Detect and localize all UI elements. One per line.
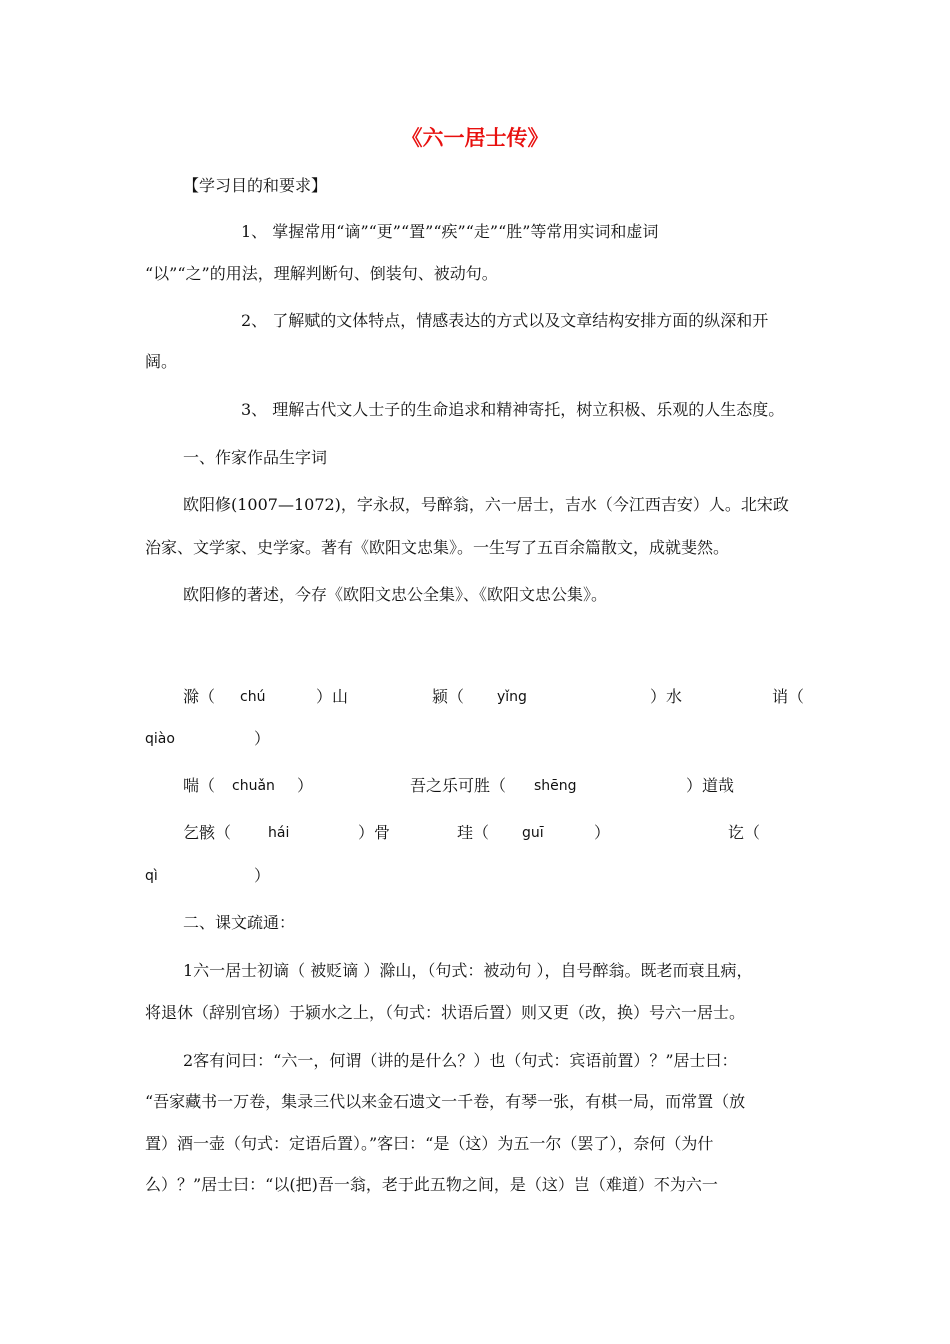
- goal-2-line-2: 阔。: [145, 352, 178, 371]
- goal-1-line-2: “以”“之”的用法，理解判断句、倒装句、被动句。: [145, 264, 498, 283]
- vocab-qi-end: ）: [254, 866, 271, 885]
- vocab-gui-pinyin: guī: [522, 825, 544, 841]
- section-2-heading: 二、课文疏通：: [183, 913, 296, 932]
- author-works: 欧阳修的著述，今存《欧阳文忠公全集》、《欧阳文忠公集》。: [183, 585, 608, 604]
- vocab-hai-pinyin: hái: [268, 825, 290, 841]
- passage-2-line-2: “吾家藏书一万卷，集录三代以来金石遗文一千卷，有琴一张，有棋一局，而常置（放: [145, 1092, 746, 1111]
- goal-3-line-1: 3、 理解古代文人士子的生命追求和精神寄托，树立积极、乐观的人生态度。: [241, 400, 785, 419]
- passage-2-line-3: 置）酒一壶（句式：定语后置）。”客曰：“是（这）为五一尔（罢了），奈何（为什: [145, 1134, 714, 1153]
- document-title: 《六一居士传》: [401, 125, 549, 150]
- vocab-chu-pinyin: chú: [240, 689, 266, 705]
- vocab-ying-pinyin: yǐng: [497, 689, 527, 705]
- vocab-sheng-end: ）道哉: [686, 776, 735, 795]
- vocab-qi-pinyin: qì: [145, 868, 158, 884]
- vocab-chu-end: ）山: [316, 687, 349, 706]
- author-bio-line-2: 治家、文学家、史学家。著有《欧阳文忠集》。一生写了五百余篇散文，成就斐然。: [145, 538, 730, 557]
- section-1-heading: 一、作家作品生字词: [183, 448, 328, 467]
- vocab-chuan-end: ）: [297, 776, 314, 795]
- vocab-hai-end: ）骨: [358, 823, 391, 842]
- vocab-ying-char: 颍（: [432, 687, 465, 706]
- passage-2-line-4: 么）？”居士曰：“以(把)吾一翁，老于此五物之间，是（这）岂（难道）不为六一: [145, 1175, 718, 1194]
- vocab-gui-char: 珪（: [457, 823, 490, 842]
- vocab-chu-char: 滁（: [183, 687, 216, 706]
- passage-2-line-1: 2客有问曰：“六一，何谓（讲的是什么？）也（句式：宾语前置）？”居士曰：: [183, 1051, 738, 1070]
- goals-heading: 【学习目的和要求】: [183, 176, 328, 195]
- vocab-sheng-pinyin: shēng: [534, 778, 577, 794]
- vocab-qiao-end: ）: [254, 729, 271, 748]
- vocab-hai-char: 乞骸（: [183, 823, 232, 842]
- vocab-gui-end: ）: [594, 823, 611, 842]
- vocab-sheng-char: 吾之乐可胜（: [410, 776, 507, 795]
- vocab-chuan-char: 喘（: [183, 776, 216, 795]
- vocab-qi-char: 讫（: [728, 823, 761, 842]
- vocab-ying-end: ）水: [650, 687, 683, 706]
- author-bio-line-1: 欧阳修(1007—1072)，字永叔，号醉翁，六一居士，吉水（今江西吉安）人。北宋政: [183, 495, 789, 514]
- goal-1-line-1: 1、 掌握常用“谪”“更”“置”“疾”“走”“胜”等常用实词和虚词: [241, 222, 659, 241]
- passage-1-line-2: 将退休（辞别官场）于颍水之上，（句式：状语后置）则又更（改，换）号六一居士。: [145, 1003, 746, 1022]
- goal-2-line-1: 2、 了解赋的文体特点，情感表达的方式以及文章结构安排方面的纵深和开: [241, 311, 769, 330]
- vocab-qiao-pinyin: qiào: [145, 731, 175, 747]
- passage-1-line-1: 1六一居士初谪（ 被贬谪 ）滁山，（句式：被动句 ），自号醉翁。既老而衰且病，: [183, 961, 753, 980]
- vocab-chuan-pinyin: chuǎn: [232, 778, 275, 794]
- vocab-qiao-char: 诮（: [772, 687, 805, 706]
